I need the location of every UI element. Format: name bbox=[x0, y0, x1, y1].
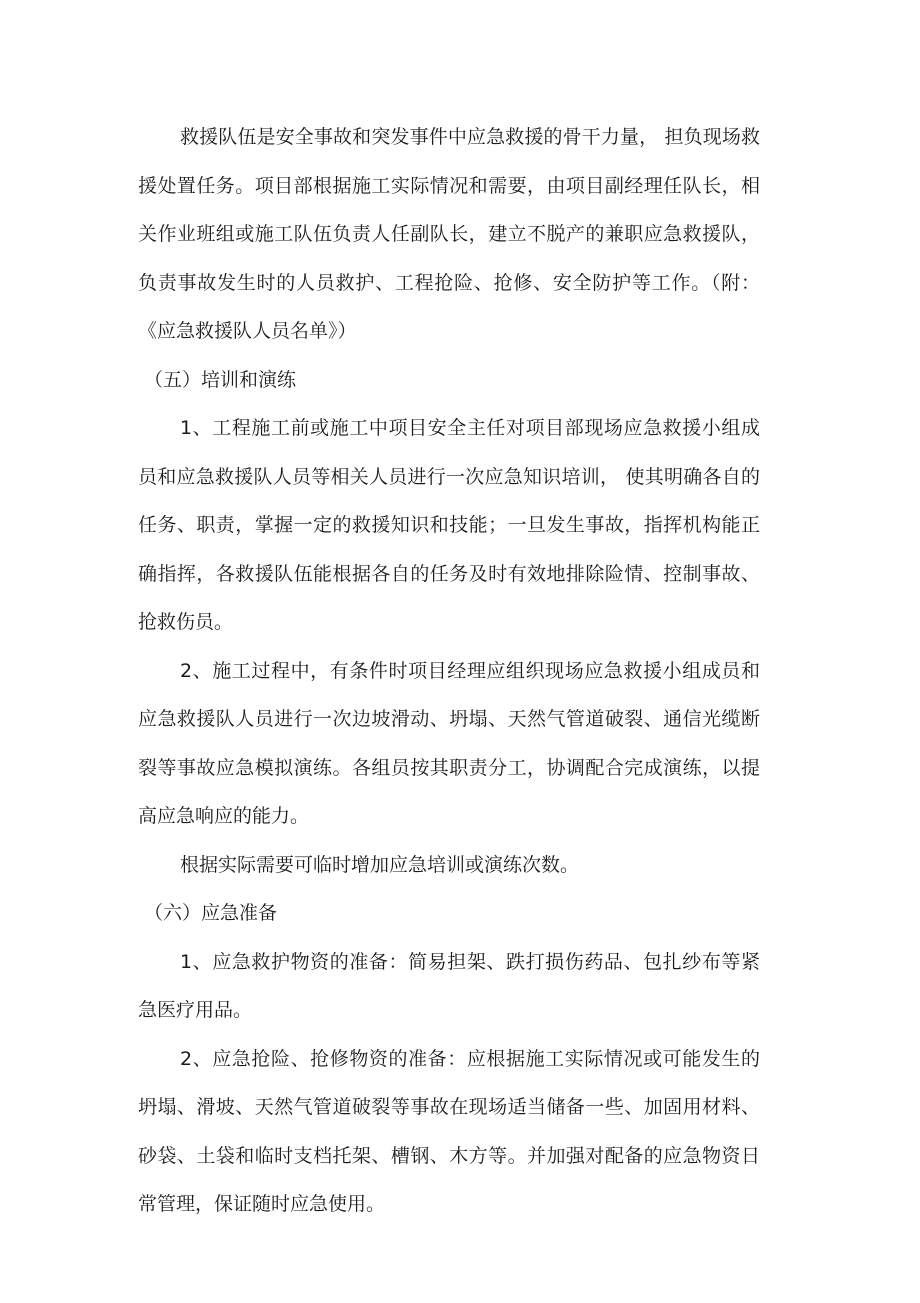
paragraph-rescue-team: 救援队伍是安全事故和突发事件中应急救援的骨干力量， 担负现场救援处置任务。项目部根据施工实际情况和需要，由项目副经理任队长，相关作业班组或施工队伍负责人任副队长，建立不脱产的兼职应急救援队，负责事故发生时的人员救护、工程抢险、抢修、安全防护等工作。（附：《应急救援队人员名单》） bbox=[138, 126, 760, 342]
paragraph-preparation-2: 2、应急抢险、抢修物资的准备：应根据施工实际情况或可能发生的坍塌、滑坡、天然气管道破裂等事故在现场适当储备一些、加固用材料、砂袋、土袋和临时支档托架、槽钢、木方等。并加强对配备的应急物资日常管理，保证随时应急使用。 bbox=[138, 1047, 760, 1215]
paragraph-preparation-1: 1、应急救护物资的准备：简易担架、跌打损伤药品、包扎纱布等紧急医疗用品。 bbox=[138, 950, 760, 1021]
section-heading-preparation: （六）应急准备 bbox=[144, 902, 278, 924]
document-body bbox=[138, 113, 760, 1229]
section-heading-training: （五）培训和演练 bbox=[144, 368, 297, 391]
paragraph-training-1: 1、工程施工前或施工中项目安全主任对项目部现场应急救援小组成员和应急救援队人员等相关人员进行一次应急知识培训， 使其明确各自的任务、职责，掌握一定的救援知识和技能；一旦发生事故，指挥机构能正确指挥，各救援队伍能根据各自的任务及时有效地排除险情、控制事故、抢救伤员。 bbox=[138, 417, 760, 633]
paragraph-training-2: 2、施工过程中，有条件时项目经理应组织现场应急救援小组成员和应急救援队人员进行一次边坡滑动、坍塌、天然气管道破裂、通信光缆断裂等事故应急模拟演练。各组员按其职责分工，协调配合完成演练，以提高应急响应的能力。 bbox=[138, 659, 760, 827]
paragraph-training-extra: 根据实际需要可临时增加应急培训或演练次数。 bbox=[180, 853, 580, 876]
